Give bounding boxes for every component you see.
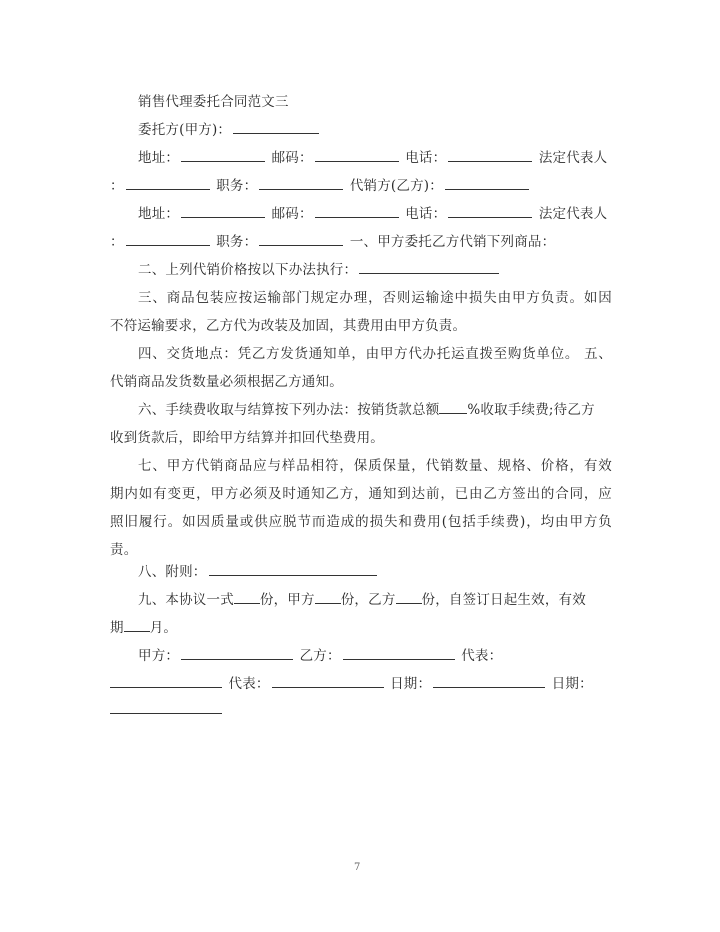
postcode-blank[interactable] — [315, 149, 399, 162]
party-a-address-line: 地址： 邮码： 电话： 法定代表人 — [138, 150, 608, 166]
copies-party-b-blank[interactable] — [396, 591, 422, 604]
position-blank[interactable] — [259, 177, 343, 190]
clause-6-line-1: 六、手续费收取与结算按下列办法：按销货款总额 %收取手续费;待乙方 — [138, 402, 595, 418]
fee-percent-blank[interactable] — [439, 401, 467, 414]
price-method-blank[interactable] — [359, 261, 499, 274]
page-number: 7 — [354, 862, 361, 873]
party-b-rep-line: ： 职务： 一、甲方委托乙方代销下列商品： — [110, 234, 556, 250]
clause-8: 八、附则： — [110, 562, 612, 582]
copies-total-blank[interactable] — [234, 591, 260, 604]
party-b-signature-blank[interactable] — [343, 647, 455, 660]
clause-3-line-2: 不符运输要求，乙方代为改装及加固，其费用由甲方负责。 — [110, 318, 467, 334]
party-a-rep-line: ： 职务： 代销方(乙方)： — [110, 176, 612, 196]
appendix-blank[interactable] — [209, 563, 377, 576]
clause-4-line-1: 四、交货地点：凭乙方发货通知单，由甲方代办托运直拨至购货单位。 五、 — [138, 346, 612, 362]
position-blank[interactable] — [259, 233, 343, 246]
clause-9-line-2: 期 月。 — [110, 620, 178, 636]
validity-months-blank[interactable] — [124, 619, 150, 632]
legal-rep-blank[interactable] — [126, 233, 210, 246]
clause-2: 二、上列代销价格按以下办法执行： — [110, 260, 612, 280]
clause-7-line-2: 期内如有变更，甲方必须及时通知乙方，通知到达前，已由乙方签出的合同，应 — [110, 486, 612, 502]
party-b-rep-blank[interactable] — [272, 675, 384, 688]
signature-line-1: 甲方： 乙方： 代表： — [138, 648, 503, 664]
clause-9-line-1: 九、本协议一式 份，甲方 份，乙方 份，自签订日起生效，有效 — [138, 592, 586, 608]
party-b-date-blank[interactable] — [110, 701, 222, 714]
clause-7-line-1: 七、甲方代销商品应与样品相符，保质保量，代销数量、规格、价格，有效 — [138, 458, 612, 474]
phone-blank[interactable] — [448, 205, 532, 218]
clause-7-line-4: 责。 — [110, 542, 138, 558]
party-a-date-blank[interactable] — [433, 675, 545, 688]
legal-rep-blank[interactable] — [126, 177, 210, 190]
address-blank[interactable] — [181, 149, 265, 162]
party-a-blank[interactable] — [233, 121, 319, 134]
clause-6-line-2: 收到货款后，即给甲方结算并扣回代垫费用。 — [110, 430, 384, 446]
signature-line-3 — [110, 700, 612, 720]
document-title: 销售代理委托合同范文三 — [138, 94, 289, 110]
clause-4-line-2: 代销商品发货数量必须根据乙方通知。 — [110, 374, 343, 390]
party-a-line: 委托方(甲方)： — [110, 120, 612, 140]
address-blank[interactable] — [181, 205, 265, 218]
party-b-blank[interactable] — [445, 177, 529, 190]
clause-3-line-1: 三、商品包装应按运输部门规定办理，否则运输途中损失由甲方负责。如因 — [138, 290, 612, 306]
postcode-blank[interactable] — [315, 205, 399, 218]
party-b-address-line: 地址： 邮码： 电话： 法定代表人 — [138, 206, 608, 222]
copies-party-a-blank[interactable] — [315, 591, 341, 604]
clause-1: 一、甲方委托乙方代销下列商品： — [349, 234, 556, 250]
phone-blank[interactable] — [448, 149, 532, 162]
party-a-rep-blank[interactable] — [110, 675, 222, 688]
party-a-signature-blank[interactable] — [181, 647, 293, 660]
signature-line-2: 代表： 日期： 日期： — [110, 674, 612, 694]
clause-7-line-3: 照旧履行。如因质量或供应脱节而造成的损失和费用(包括手续费)，均由甲方负 — [110, 514, 612, 530]
